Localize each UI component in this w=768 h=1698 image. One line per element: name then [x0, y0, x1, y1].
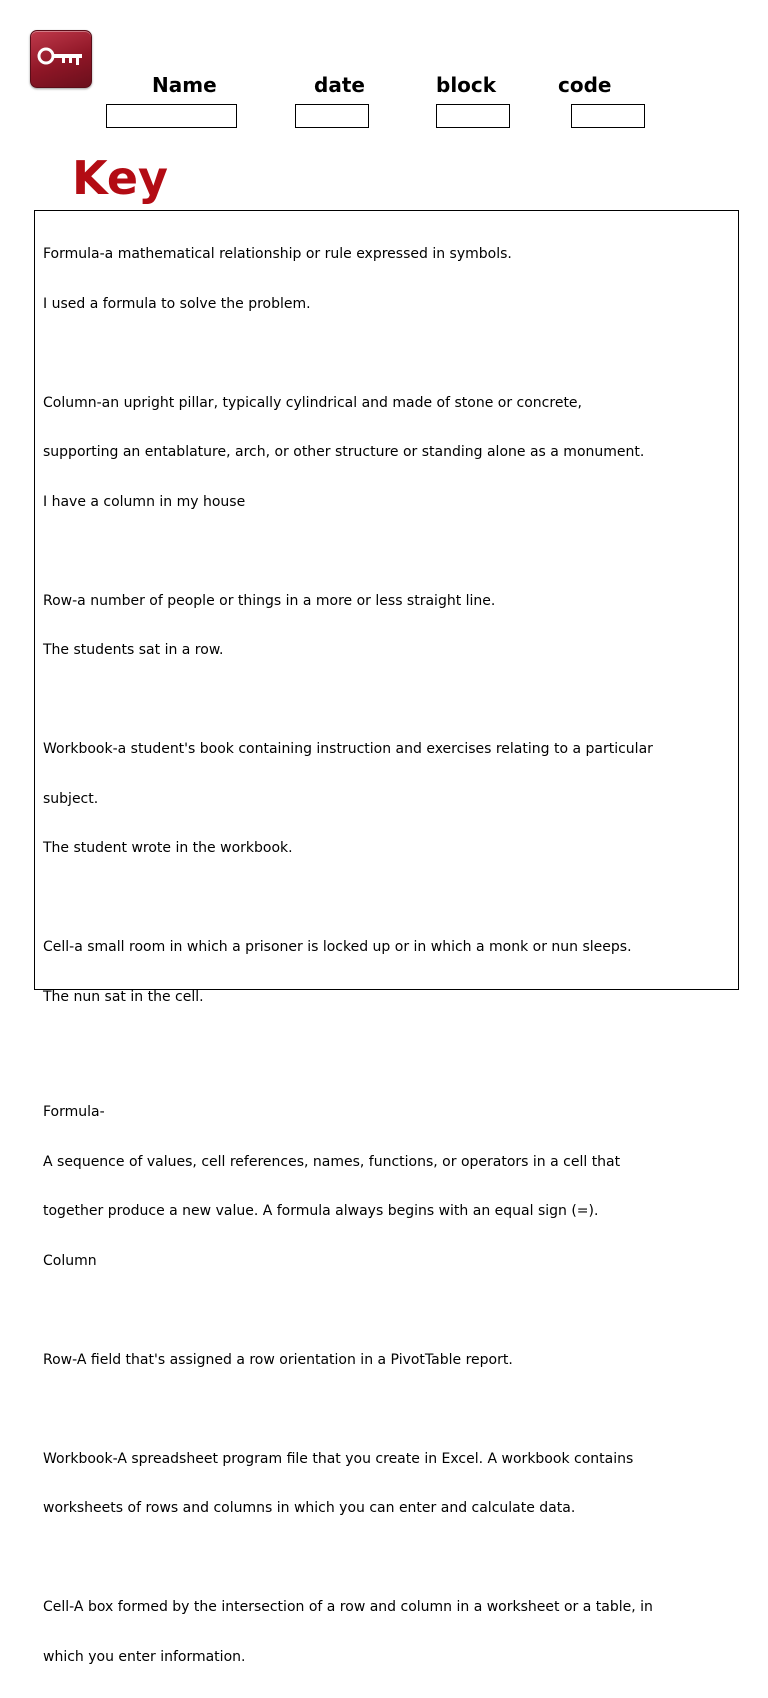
- text-line: Workbook-A spreadsheet program file that you create in Excel. A workbook contains: [43, 1450, 634, 1467]
- paragraph-workbook-definition: [43, 708, 730, 890]
- text-line: I used a formula to solve the problem.: [43, 295, 311, 312]
- text-line: Row-A field that's assigned a row orientation in a PivotTable report.: [43, 1351, 513, 1368]
- page-title: Key: [72, 151, 169, 205]
- code-label: code: [558, 73, 612, 97]
- text-line: The student wrote in the workbook.: [43, 840, 293, 856]
- paragraph-formula-definition: [43, 213, 730, 345]
- paragraph-excel-row: [43, 1319, 730, 1402]
- text-line: subject.: [43, 790, 99, 807]
- text-line: The students sat in a row.: [43, 642, 224, 658]
- text-line: supporting an entablature, arch, or other structure or standing alone as a monument.: [43, 444, 645, 460]
- name-label: Name: [152, 73, 217, 97]
- text-line: Workbook-a student's book containing instruction and exercises relating to a particular: [43, 741, 653, 757]
- text-line: together produce a new value. A formula always begins with an equal sign (=).: [43, 1203, 599, 1219]
- paragraph-cell-definition: [43, 906, 730, 1038]
- text-line: Cell-a small room in which a prisoner is locked up or in which a monk or nun sleeps.: [43, 939, 632, 955]
- paragraph-row-definition: [43, 560, 730, 692]
- paragraph-column-definition: [43, 362, 730, 544]
- code-field[interactable]: [571, 104, 645, 128]
- paragraph-excel-workbook: [43, 1418, 730, 1550]
- date-label: date: [314, 73, 365, 97]
- text-line: Formula-: [43, 1104, 105, 1120]
- name-field[interactable]: [106, 104, 237, 128]
- text-line: A sequence of values, cell references, names, functions, or operators in a cell that: [43, 1153, 621, 1170]
- paragraph-excel-cell: [43, 1566, 730, 1698]
- text-line: I have a column in my house: [43, 493, 246, 510]
- block-label: block: [436, 73, 497, 97]
- text-line: worksheets of rows and columns in which you can enter and calculate data.: [43, 1500, 576, 1516]
- paragraph-excel-formula: [43, 1071, 730, 1302]
- text-line: Column: [43, 1252, 97, 1269]
- answer-box: [34, 210, 739, 1665]
- text-line: Row-a number of people or things in a more or less straight line.: [43, 592, 496, 609]
- date-field[interactable]: [295, 104, 369, 128]
- key-icon: [30, 30, 92, 88]
- block-field[interactable]: [436, 104, 510, 128]
- text-line: Cell-A box formed by the intersection of a row and column in a worksheet or a table, in: [43, 1599, 653, 1615]
- text-line: Column-an upright pillar, typically cylindrical and made of stone or concrete,: [43, 394, 582, 411]
- text-line: Formula-a mathematical relationship or rule expressed in symbols.: [43, 246, 512, 262]
- key-glyph: [37, 47, 87, 73]
- text-line: which you enter information.: [43, 1648, 246, 1665]
- text-line: The nun sat in the cell.: [43, 988, 204, 1005]
